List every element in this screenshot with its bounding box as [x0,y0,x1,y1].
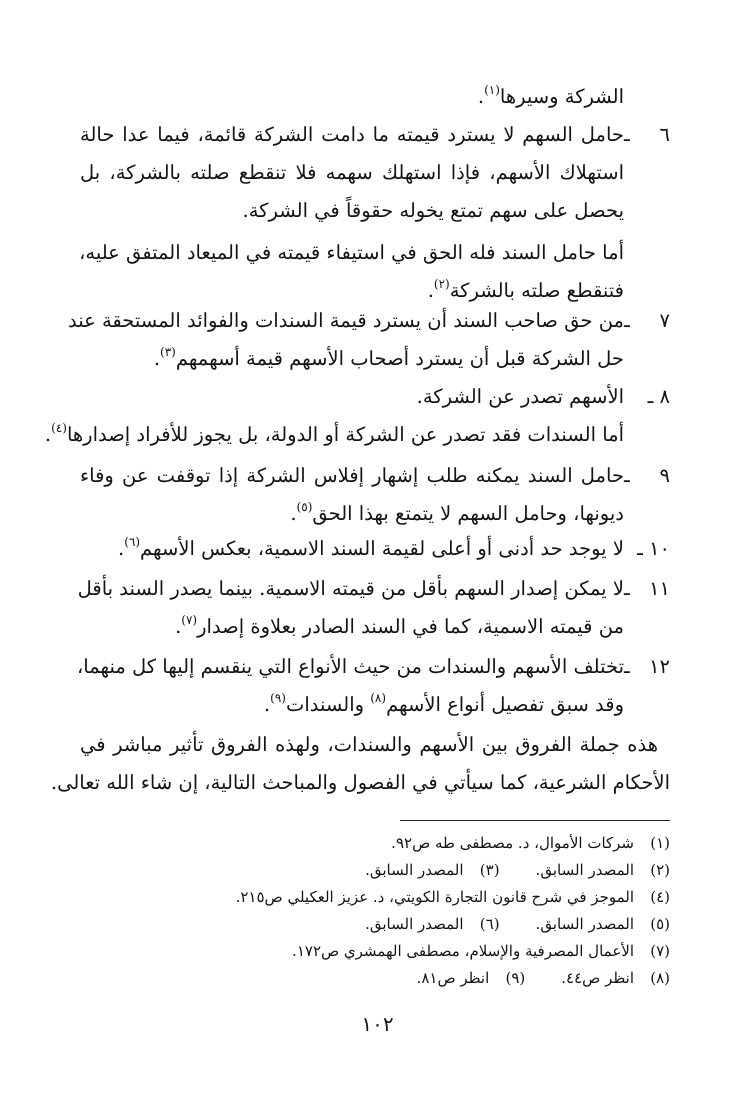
footnote-mark: (٤) [650,888,670,906]
line-text: أما حامل السند فله الحق في استيفاء قيمته في الميعاد المتفق عليه، [79,241,624,264]
line-tail: . [44,423,52,446]
footnote-mark: (٨) [650,969,670,987]
line-text: الشركة وسيرها [499,85,624,108]
footnote-text: المصدر السابق. [535,915,634,933]
line-text: فتنقطع صلته بالشركة [449,279,624,302]
line-tail: . [118,537,125,560]
text-line [77,648,670,686]
text-line [80,686,670,724]
item-number: ٩ ـ [624,464,670,487]
line-text: من حق صاحب السند أن يسترد قيمة السندات والفوائد المستحقة عند [67,309,624,332]
text-line [80,340,670,378]
footnote-mark: (١) [650,834,670,852]
footnote-second [365,857,499,884]
line-tail: . [427,279,434,302]
text-line [80,530,670,568]
footnote-mark: (٦) [479,915,500,933]
item-number: ٦ ـ [624,123,670,146]
line-text: يحصل على سهم تمتع يخوله حقوقاً في الشركة. [242,199,624,222]
text-line [80,457,670,495]
text-line [67,302,670,340]
item-number: ١٢ ـ [624,655,670,678]
footnote [80,911,670,938]
footnote-reference: (٦) [124,535,141,549]
footnote-reference: (١) [484,83,500,97]
line-text: من قيمته الاسمية، كما في السند الصادر بعلاوة إصدار [197,615,624,638]
footnote-mark: (٧) [650,942,670,960]
item-number: ١٠ ـ [637,537,670,560]
line-text: الأحكام الشرعية، كما سيأتي في الفصول والمباحث التالية، إن شاء الله تعالى. [50,771,670,794]
footnote-text: انظر ص٤٤. [561,969,634,987]
footnote-reference: (٥) [296,500,313,514]
footnote-text: الأعمال المصرفية والإسلام، مصطفى الهمشري ص١٧٢. [292,942,634,960]
line-tail: والسندات [285,693,371,716]
text-line [50,764,670,802]
item-number: ٨ ـ [647,385,670,408]
footnote-separator [400,820,670,821]
line-text: هذه جملة الفروق بين الأسهم والسندات، ولهذه الفروق تأثير مباشر في [80,733,658,756]
line-text: لا يوجد حد أدنى أو أعلى لقيمة السند الاسمية، بعكس الأسهم [140,537,624,560]
page-number: ١٠٢ [361,1012,394,1036]
text-line [80,495,670,533]
footnote [80,965,670,992]
footnote-reference: (٤) [51,421,67,435]
footnote-text: شركات الأموال، د. مصطفى طه ص٩٢. [391,834,634,852]
footnote-reference: (٧) [181,613,198,627]
footnote-reference: (٣) [160,345,176,359]
line-tail: . [263,693,271,716]
text-line [80,234,670,272]
line-tail: . [290,502,297,525]
line-text: استهلاك الأسهم، فإذا استهلك سهمه فلا تنقطع صلته بالشركة، بل [80,161,624,184]
line-text: وقد سبق تفصيل أنواع الأسهم [386,693,624,716]
footnote-mark: (٢) [650,861,670,879]
text-line [80,726,670,764]
line-text: حل الشركة قبل أن يسترد أصحاب الأسهم قيمة أسهمهم [175,347,624,370]
text-line [80,78,670,116]
line-text: تختلف الأسهم والسندات من حيث الأنواع التي ينقسم إليها كل منهما، [77,655,624,678]
footnote [80,884,670,911]
footnote-text: المصدر السابق. [365,915,464,933]
footnote-reference: (٨) [370,691,387,705]
text-line [77,570,670,608]
footnote-reference: (٢) [433,277,450,291]
text-line [80,116,670,154]
footnote-text: المصدر السابق. [535,861,634,879]
text-line [80,608,670,646]
footnote-mark: (٩) [505,969,526,987]
text-line [80,154,670,192]
line-tail: . [477,85,485,108]
footnote-mark: (٣) [479,861,500,879]
line-tail: . [153,347,161,370]
line-text: أما السندات فقد تصدر عن الشركة أو الدولة، بل يجوز للأفراد إصدارها [66,423,624,446]
footnote-text: الموجز في شرح قانون التجارة الكويتي، د. عزيز العكيلي ص٢١٥. [235,888,634,906]
text-line [80,378,670,416]
footnote-second [365,911,499,938]
line-text: لا يمكن إصدار السهم بأقل من قيمته الاسمية. بينما يصدر السند بأقل [77,577,624,600]
line-text: حامل السهم لا يسترد قيمته ما دامت الشركة قائمة، فيما عدا حالة [80,123,624,146]
footnote-second [417,965,526,992]
footnote-reference: (٩) [270,691,286,705]
item-number: ١١ ـ [624,577,670,600]
footnote-text: المصدر السابق. [365,861,464,879]
footnote [80,857,670,884]
line-tail: . [175,615,182,638]
footnote-text: انظر ص٨١. [416,969,490,987]
line-text: ديونها، وحامل السهم لا يتمتع بهذا الحق [312,502,624,525]
footnote [80,938,670,965]
item-number: ٧ ـ [624,309,670,332]
text-line [80,192,670,230]
line-text: حامل السند يمكنه طلب إشهار إفلاس الشركة إذا توقفت عن وفاء [80,464,624,487]
footnote [80,830,670,857]
text-line [44,416,670,454]
footnote-mark: (٥) [650,915,670,933]
line-text: الأسهم تصدر عن الشركة. [416,385,624,408]
